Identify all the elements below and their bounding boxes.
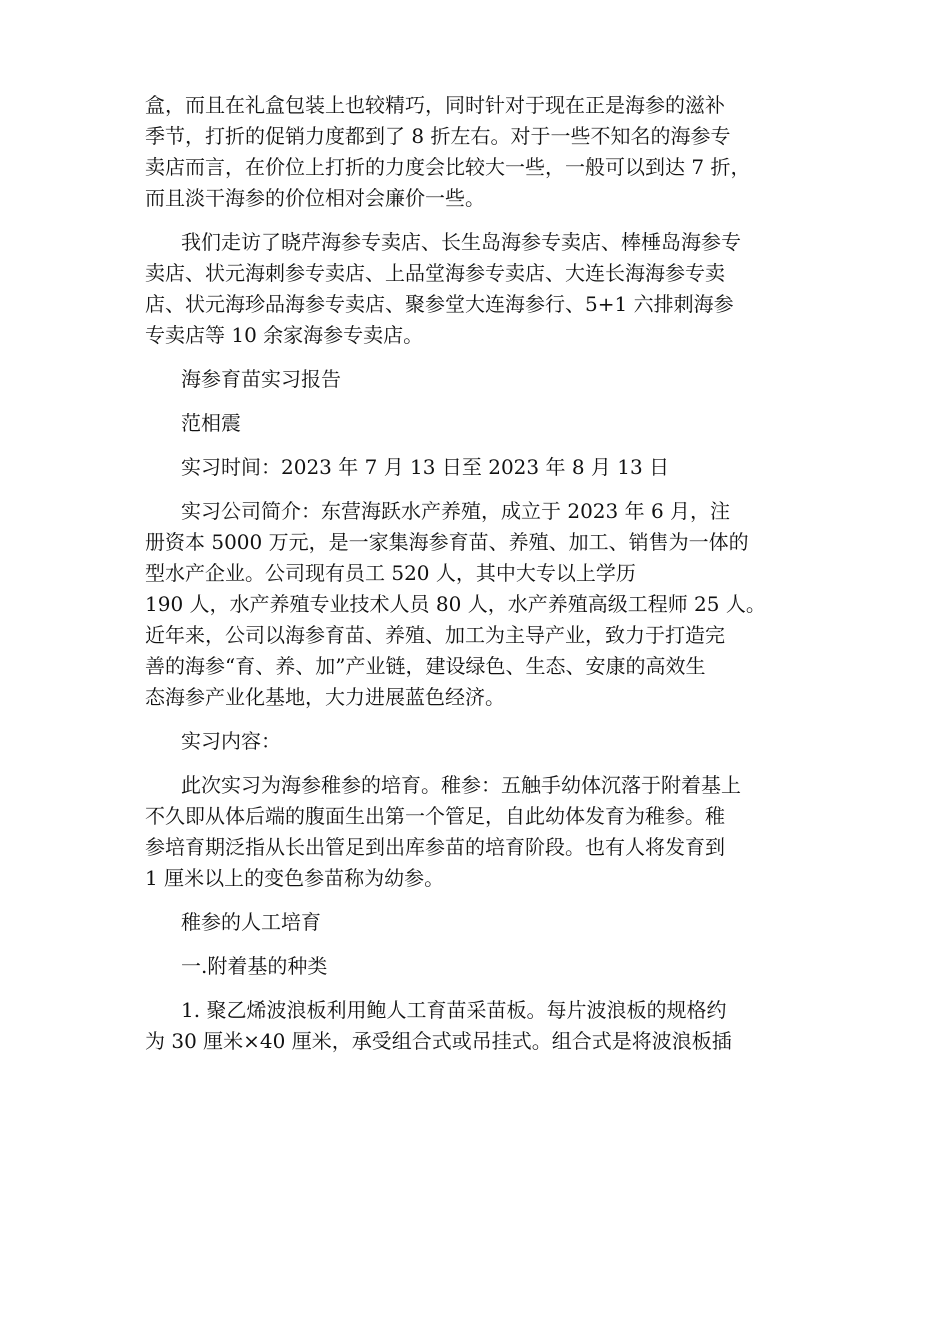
- subsection-heading-substrate-types: [145, 951, 825, 982]
- text-line: 型水产企业。公司现有员工 520 人，其中大专以上学历: [145, 561, 636, 585]
- text-line: 册资本 5000 万元，是一家集海参育苗、养殖、加工、销售为一体的: [145, 530, 749, 554]
- text-line: 态海参产业化基地，大力进展蓝色经济。: [145, 685, 505, 709]
- text-line: 店、状元海珍品海参专卖店、聚参堂大连海参行、5+1 六排刺海参: [145, 292, 734, 316]
- text-line: 季节，打折的促销力度都到了 8 折左右。对于一些不知名的海参专: [145, 124, 731, 148]
- report-title: [145, 364, 825, 395]
- text-line: 实习内容：: [181, 729, 281, 753]
- text-line: 卖店而言，在价位上打折的力度会比较大一些，一般可以到达 7 折，: [145, 155, 751, 179]
- text-line: 稚参的人工培育: [181, 910, 321, 934]
- text-line: 1 厘米以上的变色参苗称为幼参。: [145, 866, 445, 890]
- paragraph-visited-stores: [145, 227, 825, 351]
- internship-time: [145, 452, 825, 483]
- company-intro: [145, 496, 825, 713]
- list-item-polyethylene-board: [145, 995, 825, 1057]
- text-line: 190 人，水产养殖专业技术人员 80 人，水产养殖高级工程师 25 人。: [145, 592, 766, 616]
- text-line: 1. 聚乙烯波浪板利用鲍人工育苗采苗板。每片波浪板的规格约: [181, 998, 727, 1022]
- text-line: 盒，而且在礼盒包装上也较精巧，同时针对于现在正是海参的滋补: [145, 93, 725, 117]
- paragraph-juvenile-description: [145, 770, 825, 894]
- text-line: 为 30 厘米×40 厘米，承受组合式或吊挂式。组合式是将波浪板插: [145, 1029, 732, 1053]
- text-line: 而且淡干海参的价位相对会廉价一些。: [145, 186, 485, 210]
- text-line: 一.附着基的种类: [181, 954, 328, 978]
- text-line: 专卖店等 10 余家海参专卖店。: [145, 323, 424, 347]
- document-body: [145, 90, 825, 1070]
- text-line: 实习公司简介：东营海跃水产养殖，成立于 2023 年 6 月，注: [181, 499, 731, 523]
- text-line: 实习时间：2023 年 7 月 13 日至 2023 年 8 月 13 日: [181, 455, 670, 479]
- text-line: 近年来，公司以海参育苗、养殖、加工为主导产业，致力于打造完: [145, 623, 725, 647]
- text-line: 不久即从体后端的腹面生出第一个管足，自此幼体发育为稚参。稚: [145, 804, 725, 828]
- text-line: 卖店、状元海刺参专卖店、上品堂海参专卖店、大连长海海参专卖: [145, 261, 725, 285]
- text-line: 海参育苗实习报告: [181, 367, 341, 391]
- text-line: 范相震: [181, 411, 241, 435]
- text-line: 此次实习为海参稚参的培育。稚参：五触手幼体沉落于附着基上: [181, 773, 741, 797]
- text-line: 善的海参“育、养、加”产业链，建设绿色、生态、安康的高效生: [145, 654, 706, 678]
- text-line: 参培育期泛指从长出管足到出库参苗的培育阶段。也有人将发育到: [145, 835, 725, 859]
- text-line: 我们走访了晓芹海参专卖店、长生岛海参专卖店、棒棰岛海参专: [181, 230, 741, 254]
- section-heading-artificial-cultivation: [145, 907, 825, 938]
- report-author: [145, 408, 825, 439]
- paragraph-gift-box-discount: [145, 90, 825, 214]
- internship-content-heading: [145, 726, 825, 757]
